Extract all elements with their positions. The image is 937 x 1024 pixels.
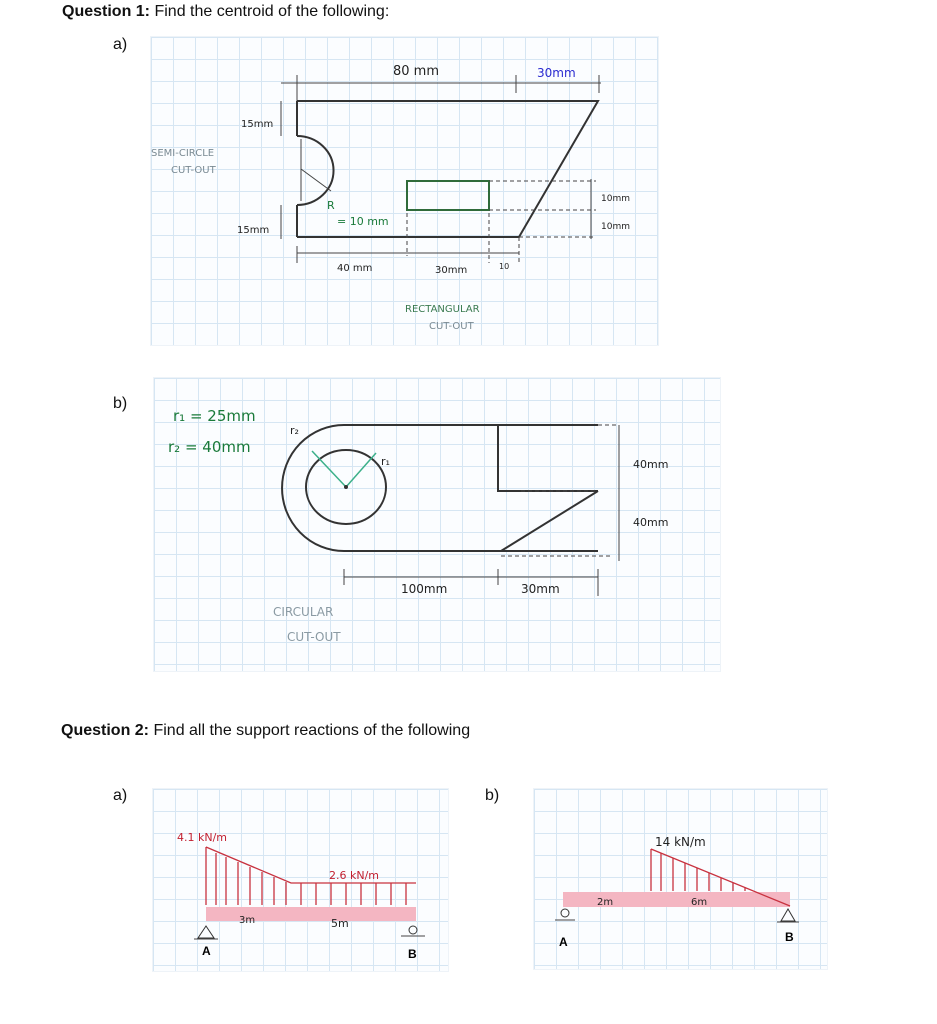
support-b-roller (409, 926, 417, 934)
load-right-label: 2.6 kN/m (329, 869, 380, 882)
figure-2a-panel (152, 788, 449, 972)
span-2-label: 5m (331, 917, 349, 930)
figure-1a-drawing (151, 37, 658, 345)
circ-label-1: CIRCULAR (273, 605, 334, 619)
question-2-text: Find all the support reactions of the following (149, 722, 471, 739)
radius-label: = 10 mm (337, 215, 389, 228)
dim-bottom-2-label: 30mm (435, 265, 468, 276)
question-1-prefix: Question 1: (62, 3, 151, 20)
part-2a-label: a) (113, 787, 128, 804)
figure-1a-panel (150, 36, 659, 346)
center-point (344, 485, 348, 489)
dim-right-2-label: 10mm (601, 222, 630, 232)
semi-label-1: SEMI-CIRCLE (151, 148, 215, 159)
radius-r: R (327, 199, 335, 212)
dim-top-label: 80 mm (393, 64, 440, 79)
support-a-roller (561, 909, 569, 917)
dim-left-top-label: 15mm (241, 119, 274, 130)
r1-tag: r₁ (381, 455, 390, 468)
support-a-pin (198, 926, 214, 938)
question-2-prefix: Question 2: (61, 722, 150, 739)
rect-label-2: CUT-OUT (429, 321, 474, 332)
support-b-label: B (408, 947, 417, 961)
r2-tag: r₂ (290, 424, 299, 437)
support-a-label: A (559, 935, 568, 949)
dim-top-right-label: 30mm (537, 66, 576, 80)
radius-arrow (301, 169, 331, 191)
question-1-heading (62, 3, 389, 21)
support-b-pin (781, 909, 795, 921)
dim-left-bottom-label: 15mm (237, 225, 270, 236)
figure-2a-drawing (153, 789, 448, 971)
figure-2b-panel (533, 788, 828, 970)
rect-label-1: RECTANGULAR (405, 304, 480, 315)
span-2-label: 6m (691, 897, 708, 908)
r1-definition: r₁ = 25mm (173, 407, 256, 425)
notch-outline (498, 425, 598, 491)
dim-bottom-1-label: 100mm (401, 582, 448, 596)
question-1-text: Find the centroid of the following: (150, 3, 390, 20)
part-2b-label: b) (485, 787, 500, 804)
beam (206, 907, 416, 921)
outer-arc (282, 425, 344, 551)
figure-1b-panel (153, 377, 721, 672)
r2-definition: r₂ = 40mm (168, 438, 251, 456)
r2-line (312, 451, 346, 487)
rect-cutout (407, 181, 489, 210)
span-1-label: 2m (597, 897, 614, 908)
slanted-edge (501, 491, 598, 551)
part-a-label: a) (113, 36, 128, 53)
question-2-heading (61, 722, 470, 740)
load-left-label: 4.1 kN/m (177, 831, 228, 844)
circ-label-2: CUT-OUT (287, 630, 341, 644)
dim-right-2-label: 40mm (633, 516, 669, 529)
figure-2b-drawing (534, 789, 827, 969)
support-a-label: A (202, 944, 211, 958)
dim-right-1-label: 40mm (633, 458, 669, 471)
figure-1b-drawing (154, 378, 720, 671)
dim-bottom-1-label: 40 mm (337, 263, 373, 274)
semi-label-2: CUT-OUT (171, 165, 216, 176)
part-b-label: b) (113, 395, 128, 412)
dim-bottom-3-label: 10 (499, 262, 510, 271)
span-1-label: 3m (239, 915, 256, 926)
load-label: 14 kN/m (655, 835, 706, 849)
dim-bottom-2-label: 30mm (521, 582, 560, 596)
support-b-label: B (785, 930, 794, 944)
dim-right-1-label: 10mm (601, 194, 630, 204)
r1-line (346, 453, 376, 487)
load-arrows (661, 853, 745, 891)
